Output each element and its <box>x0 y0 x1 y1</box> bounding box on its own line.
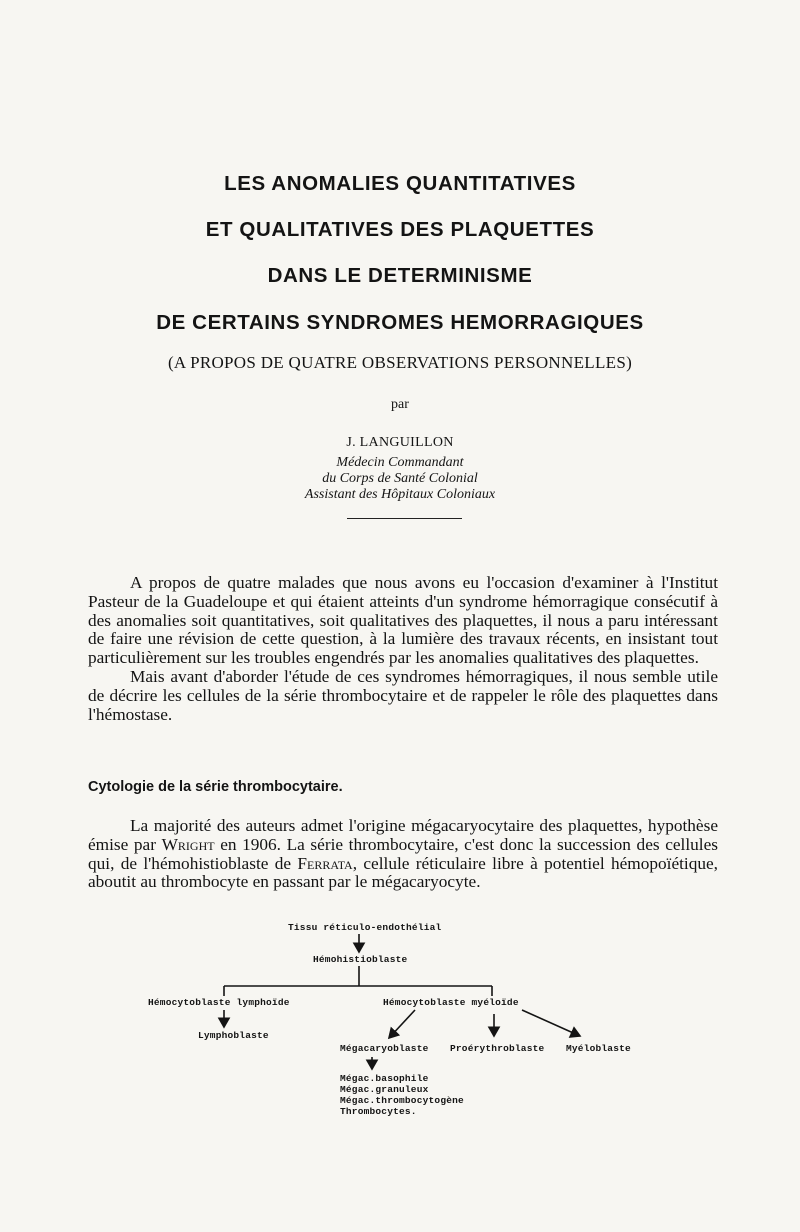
author-ferrata: Ferrata <box>297 853 353 873</box>
diagram-node-megacaryoblaste: Mégacaryoblaste <box>340 1043 429 1054</box>
byline: par <box>391 397 409 412</box>
line-to-myeloblaste <box>522 1010 580 1036</box>
diagram-node-myeloid: Hémocytoblaste myéloïde <box>383 997 519 1008</box>
diagram-node-proerythroblaste: Proérythroblaste <box>450 1043 545 1054</box>
section-heading: Cytologie de la série thrombocytaire. <box>88 779 343 795</box>
paragraph-3-part-1: La majorité des auteurs admet l'origine mégacaryocytaire des plaquettes, hypothèse émise par <box>88 816 718 854</box>
affiliation-3: Assistant des Hôpitaux Coloniaux <box>304 487 496 502</box>
affiliation-2: du Corps de Santé Colonial <box>322 471 478 486</box>
author-wright: Wright <box>161 834 215 854</box>
title-line-3: DANS LE DETERMINISME <box>267 264 533 287</box>
diagram-megac-item: Mégac.thrombocytogène <box>340 1095 464 1106</box>
line-to-megacaryoblaste <box>389 1010 415 1038</box>
title-line-1: LES ANOMALIES QUANTITATIVES <box>224 172 576 195</box>
diagram-megac-item: Thrombocytes. <box>340 1106 417 1117</box>
paragraph-3-part-3: , cellule réticulaire libre à potentiel hémopoïétique, aboutit au thrombocyte en passant par le mégacaryocyte. <box>88 853 718 892</box>
diagram-megac-item: Mégac.granuleux <box>340 1084 429 1095</box>
subtitle: (A PROPOS DE QUATRE OBSERVATIONS PERSONNELLES) <box>167 353 633 372</box>
paragraph-1: A propos de quatre malades que nous avons eu l'occasion d'examiner à l'Institut Pasteur de la Guadeloupe et qui étaient atteints d'un syndrome hémorragique consécutif à des anomalies soit quantitatives, soit qualitatives des plaquettes, il nous a paru intéressant de faire une révision de cette question, à la lumière des travaux récents, en insistant tout particulièrement sur les troubles engendrés par les anomalies qualitatives des plaquettes. <box>88 573 718 668</box>
diagram-node-myeloblaste: Myéloblaste <box>566 1043 631 1054</box>
title-line-2: ET QUALITATIVES DES PLAQUETTES <box>205 218 595 241</box>
paragraph-2: Mais avant d'aborder l'étude de ces syndromes hémorragiques, il nous semble utile de décrire les cellules de la série thrombocytaire et de rappeler le rôle des plaquettes dans l'hémostase. <box>88 666 718 724</box>
diagram-node-lymphoblaste: Lymphoblaste <box>198 1030 269 1041</box>
affiliation-1: Médecin Commandant <box>336 455 464 470</box>
diagram-node-hemohistioblaste: Hémohistioblaste <box>313 954 408 965</box>
title-line-4: DE CERTAINS SYNDROMES HEMORRAGIQUES <box>156 311 644 334</box>
diagram-node-lymphoid: Hémocytoblaste lymphoïde <box>148 997 290 1008</box>
author-name: J. LANGUILLON <box>346 435 454 450</box>
diagram-node-root: Tissu réticulo-endothélial <box>288 922 442 933</box>
diagram-megac-item: Mégac.basophile <box>340 1073 429 1084</box>
paragraph-3-part-2: en 1906. La série thrombocytaire, c'est donc la succession des cellules qui, de l'hémohistioblaste de <box>88 834 718 873</box>
